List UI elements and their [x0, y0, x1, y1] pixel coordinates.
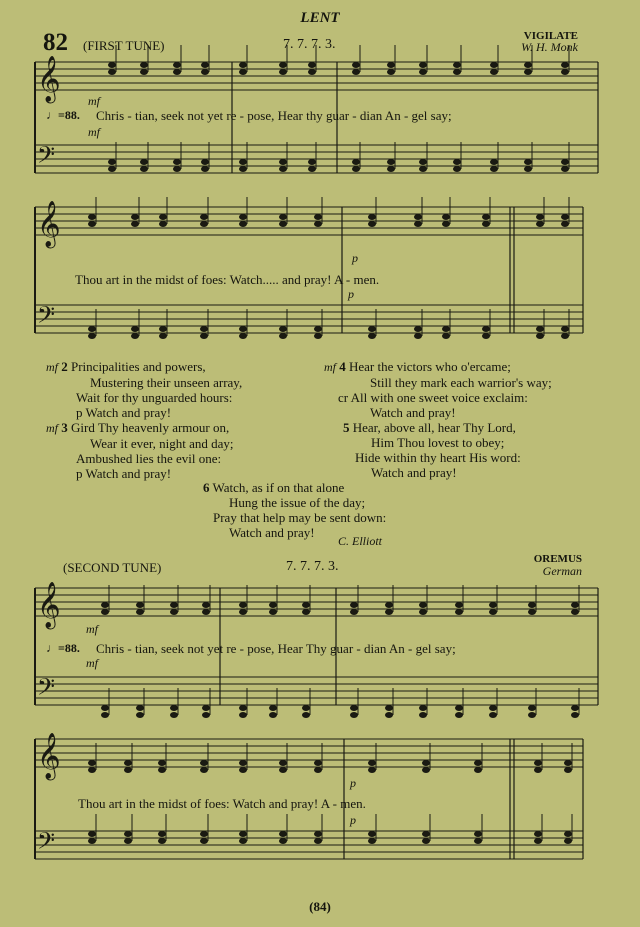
notehead: [561, 333, 569, 339]
notehead: [453, 166, 461, 172]
notehead: [419, 69, 427, 75]
notehead: [239, 767, 247, 773]
verse-3-dynamic: mf: [46, 421, 58, 435]
notehead: [279, 221, 287, 227]
notehead: [387, 159, 395, 165]
notehead: [314, 221, 322, 227]
notehead: [352, 62, 360, 68]
notehead: [474, 767, 482, 773]
notehead: [308, 69, 316, 75]
notehead: [524, 166, 532, 172]
notehead: [279, 838, 287, 844]
notehead: [173, 159, 181, 165]
notehead: [490, 62, 498, 68]
notehead: [136, 712, 144, 718]
notehead: [140, 159, 148, 165]
notehead: [571, 609, 579, 615]
tune2-name: OREMUS: [533, 553, 582, 565]
notehead: [385, 609, 393, 615]
notehead: [131, 326, 139, 332]
notehead: [314, 333, 322, 339]
bass-clef-icon: 𝄢: [37, 141, 56, 174]
bass-clef-icon: 𝄢: [37, 301, 56, 334]
notehead: [88, 760, 96, 766]
tune2-dynamic-mf-bass: mf: [86, 656, 98, 670]
notehead: [489, 609, 497, 615]
notehead: [368, 767, 376, 773]
notehead: [368, 333, 376, 339]
notehead: [482, 221, 490, 227]
notehead: [202, 609, 210, 615]
notehead: [455, 602, 463, 608]
notehead: [419, 609, 427, 615]
notehead: [561, 214, 569, 220]
treble-clef-icon: 𝄞: [37, 201, 61, 247]
verse-line: Hide within thy heart His word:: [355, 450, 521, 465]
notehead: [239, 712, 247, 718]
notehead: [524, 159, 532, 165]
notehead: [368, 838, 376, 844]
notehead: [202, 602, 210, 608]
notehead: [534, 767, 542, 773]
notehead: [524, 69, 532, 75]
notehead: [422, 838, 430, 844]
notehead: [239, 214, 247, 220]
notehead: [422, 760, 430, 766]
verse-6-number: 6: [203, 480, 210, 495]
notehead: [158, 760, 166, 766]
notehead: [239, 159, 247, 165]
verse-2-number: 2: [61, 359, 68, 374]
notehead: [536, 214, 544, 220]
notehead: [419, 705, 427, 711]
notehead: [561, 221, 569, 227]
notehead: [564, 760, 572, 766]
verse-line: Ambushed lies the evil one:: [76, 451, 222, 466]
notehead: [302, 705, 310, 711]
notehead: [159, 333, 167, 339]
notehead: [368, 221, 376, 227]
notehead: [352, 166, 360, 172]
notehead: [474, 831, 482, 837]
notehead: [202, 712, 210, 718]
notehead: [279, 333, 287, 339]
notehead: [88, 767, 96, 773]
tune1-label: (FIRST TUNE): [83, 38, 165, 53]
notehead: [201, 159, 209, 165]
notehead: [136, 609, 144, 615]
notehead: [564, 831, 572, 837]
notehead: [482, 214, 490, 220]
tune1-dynamic-p: p: [352, 251, 358, 265]
verse-line: Hung the issue of the day;: [229, 495, 366, 510]
notehead: [350, 602, 358, 608]
notehead: [474, 760, 482, 766]
notehead: [308, 62, 316, 68]
page-number: (84): [309, 899, 331, 914]
notehead: [200, 838, 208, 844]
notehead: [442, 326, 450, 332]
verse-line: Pray that help may be sent down:: [213, 510, 387, 525]
tune2-dynamic-p-bass: p: [350, 813, 356, 827]
notehead: [368, 214, 376, 220]
notehead: [140, 69, 148, 75]
notehead: [442, 221, 450, 227]
verse-3: [46, 420, 234, 481]
notehead: [482, 326, 490, 332]
notehead: [455, 609, 463, 615]
notehead: [239, 602, 247, 608]
notehead: [200, 326, 208, 332]
notehead: [200, 221, 208, 227]
notehead: [419, 166, 427, 172]
notehead: [279, 760, 287, 766]
verse-line: Him Thou lovest to obey;: [371, 435, 505, 450]
notehead: [131, 221, 139, 227]
notehead: [453, 69, 461, 75]
treble-clef-icon: 𝄞: [37, 56, 61, 102]
notehead: [140, 62, 148, 68]
notehead: [482, 333, 490, 339]
verse-4: [324, 359, 552, 420]
notehead: [564, 838, 572, 844]
notehead: [279, 767, 287, 773]
notehead: [101, 602, 109, 608]
tune2-meter: 7. 7. 7. 3.: [286, 559, 339, 574]
notehead: [239, 705, 247, 711]
notehead: [385, 705, 393, 711]
notehead: [279, 69, 287, 75]
bass-clef-icon: 𝄢: [37, 827, 56, 860]
notehead: [490, 159, 498, 165]
verse-2: [46, 359, 242, 420]
notehead: [279, 214, 287, 220]
notehead: [170, 602, 178, 608]
notehead: [88, 221, 96, 227]
tune2-tempo: ♩=88.: [46, 641, 80, 655]
verse-3-number: 3: [61, 420, 68, 435]
notehead: [414, 214, 422, 220]
notehead: [368, 831, 376, 837]
verse-2-dynamic: mf: [46, 360, 58, 374]
notehead: [422, 831, 430, 837]
notehead: [201, 166, 209, 172]
notehead: [422, 767, 430, 773]
tune1-lyrics-line1: Chris - tian, seek not yet re - pose, Hear thy guar - dian An - gel say;: [96, 108, 452, 123]
verse-author: C. Elliott: [338, 534, 383, 548]
verse-line: Wear it ever, night and day;: [90, 436, 234, 451]
notehead: [101, 609, 109, 615]
notehead: [536, 326, 544, 332]
verse-line: Watch and pray!: [370, 405, 456, 420]
notehead: [239, 326, 247, 332]
notehead: [158, 831, 166, 837]
notehead: [314, 214, 322, 220]
notehead: [131, 333, 139, 339]
notehead: [314, 326, 322, 332]
verse-5-number: 5: [343, 420, 350, 435]
verse-line: Still they mark each warrior's way;: [370, 375, 552, 390]
notehead: [200, 760, 208, 766]
verse-line: p Watch and pray!: [76, 405, 172, 420]
tune1-composer: W. H. Monk: [521, 40, 578, 54]
notehead: [202, 705, 210, 711]
notehead: [170, 609, 178, 615]
notehead: [302, 712, 310, 718]
notehead: [534, 831, 542, 837]
treble-clef-icon: 𝄞: [37, 733, 61, 779]
notehead: [368, 760, 376, 766]
notehead: [528, 705, 536, 711]
notehead: [314, 831, 322, 837]
notehead: [419, 62, 427, 68]
notehead: [108, 69, 116, 75]
tune2-dynamic-mf: mf: [86, 622, 98, 636]
notehead: [571, 705, 579, 711]
notehead: [159, 214, 167, 220]
notehead: [173, 166, 181, 172]
notehead: [308, 166, 316, 172]
notehead: [561, 62, 569, 68]
notehead: [455, 705, 463, 711]
verse-line: Principalities and powers,: [71, 359, 206, 374]
notehead: [489, 712, 497, 718]
tune1-dynamic-mf: mf: [88, 94, 100, 108]
notehead: [368, 326, 376, 332]
notehead: [88, 214, 96, 220]
tune2-lyrics-line1: Chris - tian, seek not yet re - pose, Hear Thy guar - dian An - gel say;: [96, 641, 456, 656]
notehead: [302, 602, 310, 608]
notehead: [419, 159, 427, 165]
notehead: [490, 69, 498, 75]
notehead: [528, 602, 536, 608]
notehead: [524, 62, 532, 68]
notehead: [88, 838, 96, 844]
tune1-tempo: ♩=88.: [46, 108, 80, 122]
notehead: [414, 333, 422, 339]
tune2-composer: German: [542, 564, 582, 578]
notehead: [279, 159, 287, 165]
verse-line: p Watch and pray!: [76, 466, 172, 481]
notehead: [269, 609, 277, 615]
notehead: [279, 62, 287, 68]
notehead: [173, 69, 181, 75]
notehead: [124, 831, 132, 837]
notehead: [239, 221, 247, 227]
notehead: [414, 326, 422, 332]
notehead: [269, 712, 277, 718]
notehead: [159, 221, 167, 227]
notehead: [140, 166, 148, 172]
notehead: [239, 831, 247, 837]
notehead: [269, 602, 277, 608]
notehead: [200, 767, 208, 773]
notehead: [158, 767, 166, 773]
notehead: [385, 712, 393, 718]
notehead: [314, 767, 322, 773]
notehead: [442, 333, 450, 339]
notehead: [136, 705, 144, 711]
notehead: [108, 159, 116, 165]
notehead: [561, 166, 569, 172]
notehead: [419, 712, 427, 718]
notehead: [239, 760, 247, 766]
notehead: [571, 602, 579, 608]
notehead: [131, 214, 139, 220]
notehead: [88, 831, 96, 837]
notehead: [350, 712, 358, 718]
notehead: [124, 767, 132, 773]
notehead: [536, 221, 544, 227]
notehead: [561, 326, 569, 332]
verse-line: Hear the victors who o'ercame;: [349, 359, 511, 374]
notehead: [136, 602, 144, 608]
bass-clef-icon: 𝄢: [37, 673, 56, 706]
notehead: [489, 602, 497, 608]
verse-line: Hear, above all, hear Thy Lord,: [352, 420, 516, 435]
notehead: [352, 159, 360, 165]
verse-4-number: 4: [339, 359, 346, 374]
notehead: [302, 609, 310, 615]
notehead: [350, 609, 358, 615]
notehead: [279, 166, 287, 172]
notehead: [239, 609, 247, 615]
tune1-dynamic-mf-bass: mf: [88, 125, 100, 139]
notehead: [200, 214, 208, 220]
notehead: [414, 221, 422, 227]
notehead: [173, 62, 181, 68]
notehead: [490, 166, 498, 172]
verse-line: Mustering their unseen array,: [90, 375, 243, 390]
notehead: [387, 62, 395, 68]
notehead: [564, 767, 572, 773]
notehead: [474, 838, 482, 844]
notehead: [571, 712, 579, 718]
notehead: [239, 62, 247, 68]
notehead: [201, 69, 209, 75]
tune1-name: VIGILATE: [523, 30, 578, 42]
notehead: [561, 69, 569, 75]
notehead: [308, 159, 316, 165]
notehead: [239, 838, 247, 844]
tune2-dynamic-p: p: [350, 776, 356, 790]
notehead: [200, 333, 208, 339]
verse-line: Gird Thy heavenly armour on,: [71, 420, 230, 435]
notehead: [239, 333, 247, 339]
section-title: LENT: [300, 10, 340, 26]
notehead: [200, 831, 208, 837]
verse-line: Wait for thy unguarded hours:: [76, 390, 233, 405]
notehead: [442, 214, 450, 220]
notehead: [419, 602, 427, 608]
verse-line: cr All with one sweet voice exclaim:: [338, 390, 528, 405]
notehead: [170, 712, 178, 718]
notehead: [528, 609, 536, 615]
verse-line: Watch, as if on that alone: [212, 480, 345, 495]
tune1-dynamic-p-bass: p: [348, 287, 354, 301]
notehead: [88, 326, 96, 332]
notehead: [387, 69, 395, 75]
treble-clef-icon: 𝄞: [37, 582, 61, 628]
notehead: [352, 69, 360, 75]
notehead: [489, 705, 497, 711]
notehead: [387, 166, 395, 172]
verse-line: Watch and pray!: [371, 465, 457, 480]
notehead: [170, 705, 178, 711]
notehead: [534, 838, 542, 844]
tune2-lyrics-line2: Thou art in the midst of foes: Watch and pray! A - men.: [78, 796, 366, 811]
notehead: [453, 159, 461, 165]
notehead: [88, 333, 96, 339]
notehead: [350, 705, 358, 711]
notehead: [108, 166, 116, 172]
verse-line: Watch and pray!: [229, 525, 315, 540]
notehead: [314, 838, 322, 844]
verse-6: [203, 480, 386, 540]
notehead: [159, 326, 167, 332]
notehead: [314, 760, 322, 766]
verse-5: [343, 420, 521, 480]
notehead: [279, 326, 287, 332]
notehead: [528, 712, 536, 718]
notehead: [453, 62, 461, 68]
tune1-meter: 7. 7. 7. 3.: [283, 37, 336, 52]
notehead: [239, 69, 247, 75]
notehead: [108, 62, 116, 68]
notehead: [269, 705, 277, 711]
notehead: [385, 602, 393, 608]
tune1-lyrics-line2: Thou art in the midst of foes: Watch..... and pray! A - men.: [75, 272, 380, 287]
verse-4-dynamic: mf: [324, 360, 336, 374]
notehead: [101, 712, 109, 718]
notehead: [124, 838, 132, 844]
notehead: [124, 760, 132, 766]
notehead: [455, 712, 463, 718]
notehead: [536, 333, 544, 339]
notehead: [101, 705, 109, 711]
notehead: [534, 760, 542, 766]
notehead: [239, 166, 247, 172]
hymn-number: 82: [43, 29, 68, 56]
notehead: [561, 159, 569, 165]
notehead: [158, 838, 166, 844]
notehead: [201, 62, 209, 68]
notehead: [279, 831, 287, 837]
tune2-label: (SECOND TUNE): [63, 560, 162, 575]
